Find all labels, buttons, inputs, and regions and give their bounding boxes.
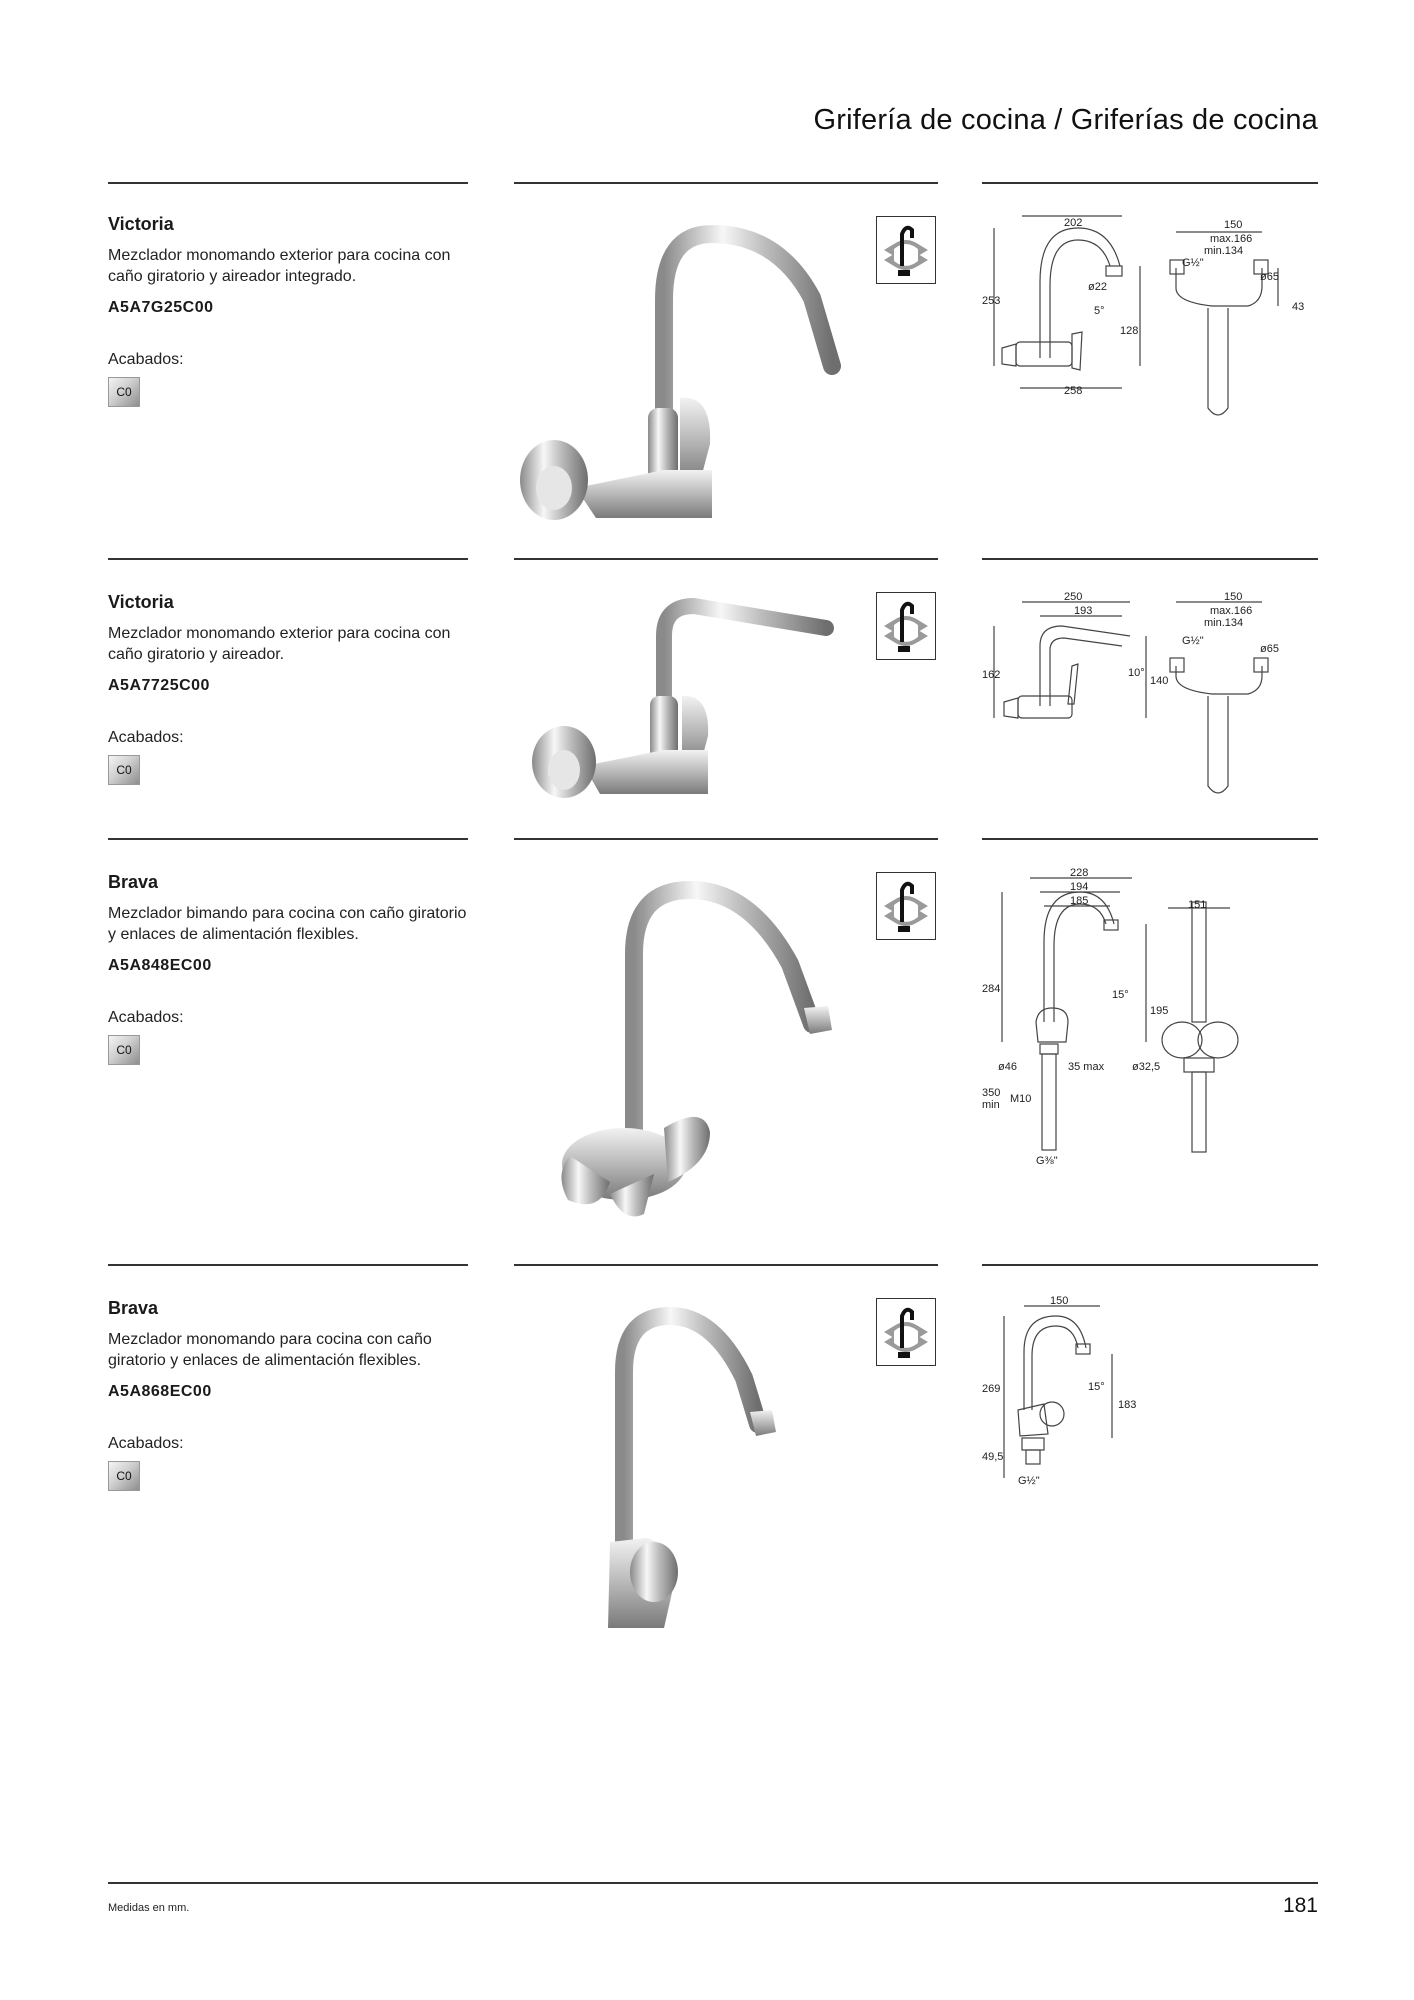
dimension-label: min.134 — [1204, 245, 1244, 257]
section-divider — [982, 838, 1318, 840]
technical-drawing — [982, 862, 1318, 1172]
dimension-label: 49,5 — [982, 1451, 1004, 1463]
finish-swatch: C0 — [108, 755, 140, 785]
product-info — [108, 872, 468, 1065]
page-title: Grifería de cocina / Griferías de cocina — [813, 104, 1318, 136]
dimension-label: G⅜" — [1036, 1155, 1058, 1167]
dimension-label: 250 — [1064, 591, 1083, 603]
page-number: 181 — [1282, 1894, 1318, 1917]
dimension-label: 150 — [1224, 591, 1243, 603]
product-photo — [514, 586, 874, 806]
swivel-spout-icon — [876, 872, 936, 940]
section-divider — [108, 1264, 468, 1266]
dimension-label: 202 — [1064, 217, 1083, 229]
product-info — [108, 592, 468, 785]
dimension-label: 150 — [1224, 219, 1243, 231]
product-name: Victoria — [108, 214, 174, 234]
dimension-label: 10° — [1128, 667, 1145, 679]
dimension-label: 253 — [982, 295, 1001, 307]
dimension-label: max.166 — [1210, 605, 1253, 617]
dimension-label: 258 — [1064, 385, 1083, 397]
dimension-label: 284 — [982, 983, 1001, 995]
product-name: Brava — [108, 1298, 159, 1318]
section-divider — [514, 182, 938, 184]
dimension-label: 151 — [1188, 899, 1207, 911]
section-divider — [514, 838, 938, 840]
dimension-label: ø32,5 — [1132, 1061, 1161, 1073]
dimension-label: 269 — [982, 1383, 1001, 1395]
dimension-label: 140 — [1150, 675, 1169, 687]
dimension-label: M10 — [1010, 1093, 1032, 1105]
dimension-label: 194 — [1070, 881, 1089, 893]
product-code: A5A7G25C00 — [108, 299, 214, 316]
dimension-label: 185 — [1070, 895, 1089, 907]
swivel-spout-icon — [876, 216, 936, 284]
dimension-label: min.134 — [1204, 617, 1244, 629]
product-photo — [514, 1292, 874, 1652]
dimension-label: G½" — [1182, 257, 1204, 269]
finishes-label: Acabados: — [108, 351, 184, 368]
dimension-label: 43 — [1292, 301, 1305, 313]
dimension-label: ø65 — [1260, 643, 1279, 655]
dimension-label: 5° — [1094, 305, 1105, 317]
product-code: A5A868EC00 — [108, 1383, 212, 1400]
product-name: Brava — [108, 872, 159, 892]
dimension-label: 128 — [1120, 325, 1139, 337]
finish-swatch: C0 — [108, 1035, 140, 1065]
section-divider — [982, 558, 1318, 560]
product-code: A5A848EC00 — [108, 957, 212, 974]
finishes-label: Acabados: — [108, 1435, 184, 1452]
product-info — [108, 1298, 468, 1491]
dimension-label: 15° — [1088, 1381, 1105, 1393]
technical-drawing — [982, 208, 1318, 448]
finish-swatch: C0 — [108, 1461, 140, 1491]
footer-note: Medidas en mm. — [108, 1902, 190, 1914]
technical-drawing — [982, 1292, 1318, 1522]
section-divider — [514, 1264, 938, 1266]
product-info — [108, 214, 468, 407]
product-photo — [514, 208, 874, 528]
dimension-label: max.166 — [1210, 233, 1253, 245]
finishes-label: Acabados: — [108, 1009, 184, 1026]
section-divider — [982, 1264, 1318, 1266]
section-divider — [108, 182, 468, 184]
product-code: A5A7725C00 — [108, 677, 210, 694]
finishes-label: Acabados: — [108, 729, 184, 746]
dimension-label: 350 — [982, 1087, 1001, 1099]
dimension-label: G½" — [1182, 635, 1204, 647]
section-divider — [108, 558, 468, 560]
dimension-label: ø65 — [1260, 271, 1279, 283]
dimension-label: ø22 — [1088, 281, 1107, 293]
product-description: Mezclador monomando exterior para cocina con caño giratorio y aireador integrado. — [108, 247, 451, 285]
dimension-label: 228 — [1070, 867, 1089, 879]
dimension-label: 35 max — [1068, 1061, 1105, 1073]
dimension-label: 15° — [1112, 989, 1129, 1001]
dimension-label: 193 — [1074, 605, 1093, 617]
section-divider — [982, 182, 1318, 184]
swivel-spout-icon — [876, 1298, 936, 1366]
dimension-label: 195 — [1150, 1005, 1169, 1017]
dimension-label: 150 — [1050, 1295, 1069, 1307]
technical-drawing — [982, 586, 1318, 806]
dimension-label: ø46 — [998, 1061, 1017, 1073]
dimension-label: 183 — [1118, 1399, 1137, 1411]
section-divider — [514, 558, 938, 560]
product-description: Mezclador monomando exterior para cocina con caño giratorio y aireador. — [108, 625, 451, 663]
product-description: Mezclador monomando para cocina con caño giratorio y enlaces de alimentación flexibles. — [108, 1331, 432, 1369]
finish-swatch: C0 — [108, 377, 140, 407]
footer-divider — [108, 1882, 1318, 1884]
dimension-label: G½" — [1018, 1475, 1040, 1487]
dimension-label: 162 — [982, 669, 1001, 681]
section-divider — [108, 838, 468, 840]
dimension-label: min — [982, 1099, 1000, 1111]
product-name: Victoria — [108, 592, 174, 612]
swivel-spout-icon — [876, 592, 936, 660]
product-photo — [514, 864, 874, 1234]
product-description: Mezclador bimando para cocina con caño giratorio y enlaces de alimentación flexibles. — [108, 905, 467, 943]
